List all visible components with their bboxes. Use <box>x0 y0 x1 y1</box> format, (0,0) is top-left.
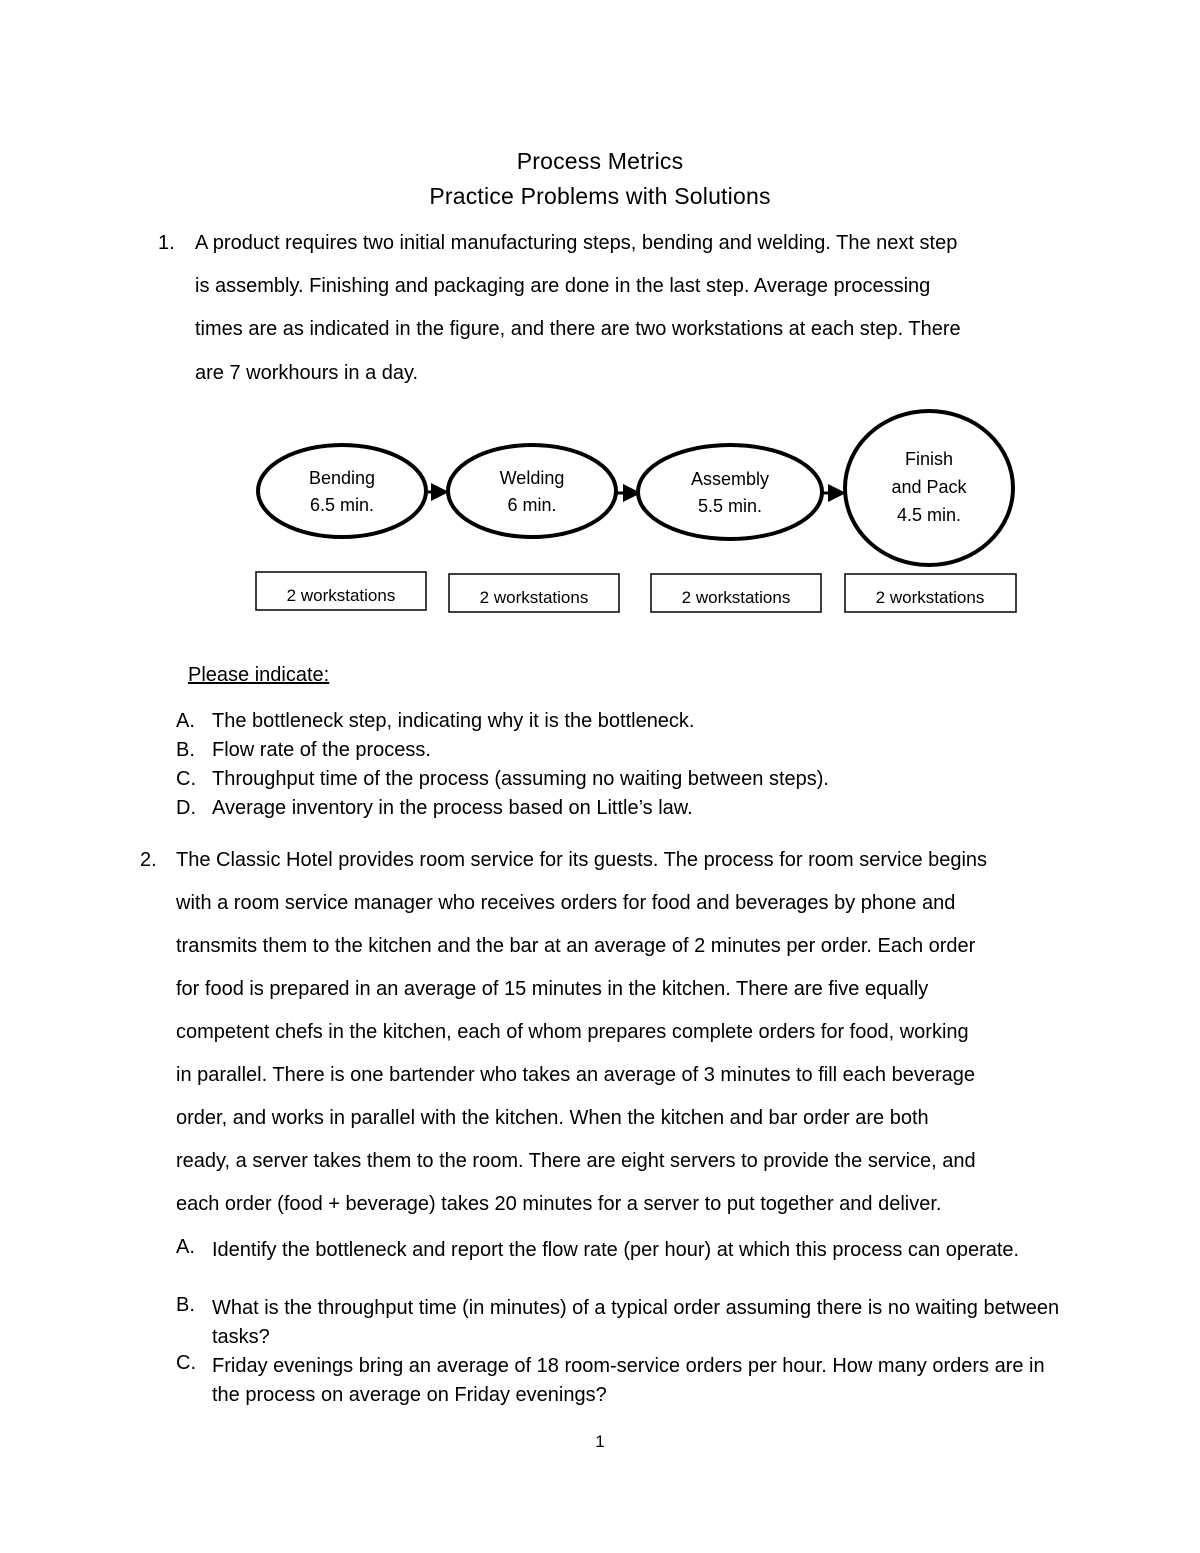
question-letter: A. <box>176 710 195 732</box>
process-flow-diagram <box>0 0 1200 640</box>
step-assembly-label: Assembly <box>690 469 770 489</box>
problem-2-line: transmits them to the kitchen and the bar at an average of 2 minutes per order. Each order <box>176 935 976 957</box>
problem-2-line: for food is prepared in an average of 15 minutes in the kitchen. There are five equally <box>176 978 929 1000</box>
step-bending-label: Bending <box>308 468 376 488</box>
problem-2-line: ready, a server takes them to the room. There are eight servers to provide the service, and <box>176 1150 976 1172</box>
page-number: 1 <box>595 1432 605 1451</box>
step-welding-node <box>448 445 616 537</box>
please-indicate-heading: Please indicate: <box>188 664 330 686</box>
question-letter: D. <box>176 797 196 819</box>
problem-2-line: The Classic Hotel provides room service for its guests. The process for room service begins <box>176 849 988 871</box>
step-welding-time: 6 min. <box>507 495 557 515</box>
step-welding-label: Welding <box>499 468 565 488</box>
step-finish-pack-label: Finish <box>904 449 954 469</box>
problem-1-number: 1. <box>158 232 175 254</box>
step-finish-pack-time: 4.5 min. <box>896 505 962 525</box>
page-subtitle: Practice Problems with Solutions <box>429 183 771 209</box>
question-text: Average inventory in the process based on Little’s law. <box>212 797 693 819</box>
question-letter: A. <box>176 1236 195 1258</box>
question-letter: C. <box>176 768 196 790</box>
page-title: Process Metrics <box>516 148 684 174</box>
problem-2-line: competent chefs in the kitchen, each of whom prepares complete orders for food, working <box>176 1021 969 1043</box>
question-letter: C. <box>176 1352 196 1374</box>
problem-2-line: in parallel. There is one bartender who takes an average of 3 minutes to fill each beverage <box>176 1064 976 1086</box>
question-text: Throughput time of the process (assuming no waiting between steps). <box>212 768 829 790</box>
workstations-label: 2 workstations <box>681 588 791 607</box>
workstations-label: 2 workstations <box>479 588 589 607</box>
problem-1-line: is assembly. Finishing and packaging are done in the last step. Average processing <box>195 275 931 297</box>
step-finish-pack-label-2: and Pack <box>891 477 967 497</box>
problem-2-line: each order (food + beverage) takes 20 minutes for a server to put together and deliver. <box>176 1193 942 1215</box>
question-text: What is the throughput time (in minutes) of a typical order assuming there is no waiting between tasks? <box>212 1297 1060 1348</box>
question-text: Flow rate of the process. <box>212 739 431 761</box>
problem-1-line: A product requires two initial manufacturing steps, bending and welding. The next step <box>195 232 958 254</box>
workstations-label: 2 workstations <box>286 586 396 605</box>
question-text: Friday evenings bring an average of 18 room-service orders per hour. How many orders are in the process on average on Friday evenings? <box>212 1355 1045 1406</box>
step-assembly-time: 5.5 min. <box>697 496 763 516</box>
step-bending-node <box>258 445 426 537</box>
question-text: The bottleneck step, indicating why it is the bottleneck. <box>212 710 695 732</box>
question-text: Identify the bottleneck and report the flow rate (per hour) at which this process can operate. <box>212 1239 1020 1261</box>
problem-1-line: times are as indicated in the figure, and there are two workstations at each step. There <box>195 318 961 340</box>
question-letter: B. <box>176 739 195 761</box>
problem-2-line: order, and works in parallel with the kitchen. When the kitchen and bar order are both <box>176 1107 929 1129</box>
step-assembly-node <box>638 445 822 539</box>
question-letter: B. <box>176 1294 195 1316</box>
workstations-label: 2 workstations <box>875 588 985 607</box>
problem-2-number: 2. <box>140 849 157 871</box>
step-bending-time: 6.5 min. <box>309 495 375 515</box>
problem-1-line: are 7 workhours in a day. <box>195 362 419 384</box>
problem-2-line: with a room service manager who receives orders for food and beverages by phone and <box>176 892 956 914</box>
